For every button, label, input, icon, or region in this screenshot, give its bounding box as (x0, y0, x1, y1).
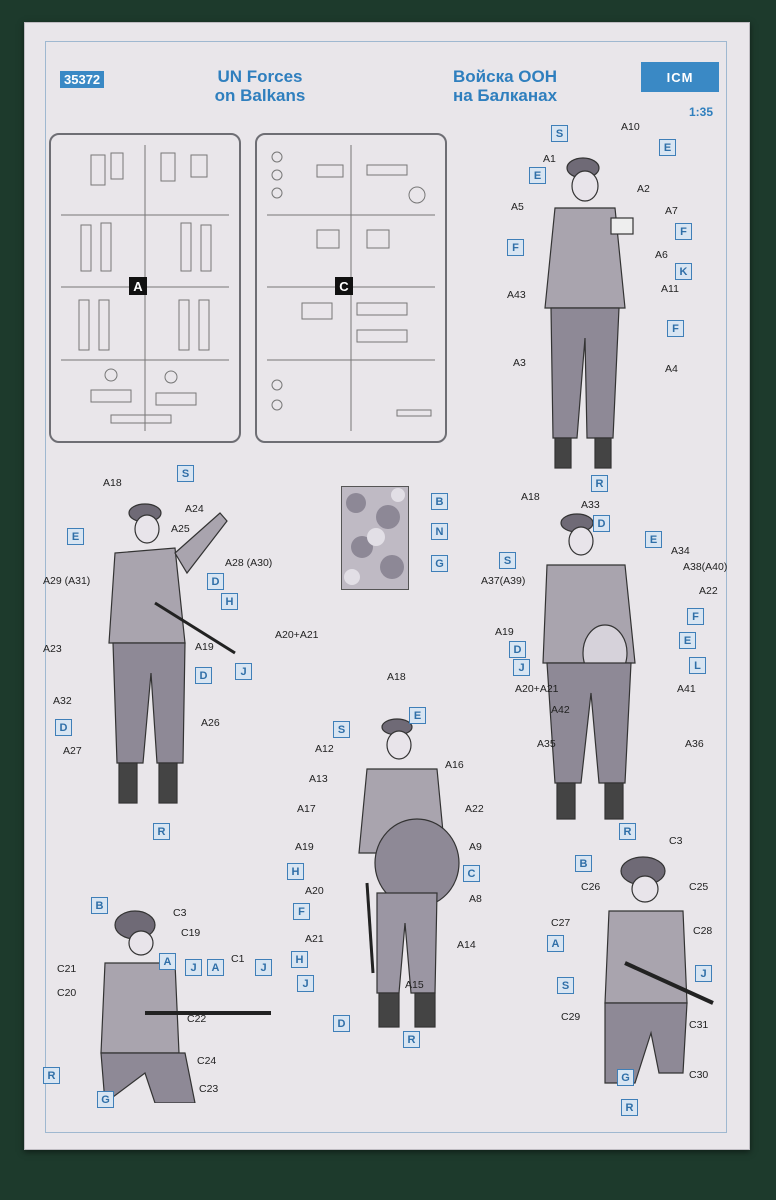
sprue-c (255, 133, 447, 443)
callout: A13 (309, 773, 328, 785)
paint-code-box: J (235, 663, 252, 680)
callout: A12 (315, 743, 334, 755)
kit-code-badge: 35372 (60, 71, 104, 88)
callout: C23 (199, 1083, 219, 1095)
paint-code-box: R (153, 823, 170, 840)
title-russian: Войска ООН на Балканах (452, 67, 558, 105)
callout: A20+A21 (515, 683, 559, 695)
callout: A2 (637, 183, 650, 195)
paint-code-box: R (619, 823, 636, 840)
paint-code-box: D (333, 1015, 350, 1032)
camouflage-pattern (342, 487, 408, 589)
paint-code-box: G (617, 1069, 634, 1086)
callout: C21 (57, 963, 77, 975)
callout: A19 (295, 841, 314, 853)
paint-code-box: A (207, 959, 224, 976)
callout: A18 (521, 491, 540, 503)
callout: A7 (665, 205, 678, 217)
instruction-sheet (24, 22, 750, 1150)
callout: C25 (689, 881, 709, 893)
callout: C22 (187, 1013, 207, 1025)
callout: A22 (699, 585, 718, 597)
paint-code-box: G (97, 1091, 114, 1108)
paint-code-box: S (177, 465, 194, 482)
swatch-color-n: N (431, 523, 448, 540)
figure-kneeling-rifleman (75, 903, 275, 1103)
paint-code-box: D (509, 641, 526, 658)
callout: A28 (A30) (225, 557, 273, 569)
callout: A11 (661, 283, 679, 295)
callout: A22 (465, 803, 484, 815)
paint-code-box: K (675, 263, 692, 280)
paint-code-box: D (55, 719, 72, 736)
paint-code-box: R (43, 1067, 60, 1084)
callout: A35 (537, 738, 556, 750)
callout: C29 (561, 1011, 581, 1023)
paint-code-box: E (529, 167, 546, 184)
callout: A9 (469, 841, 482, 853)
paint-code-box: S (499, 552, 516, 569)
paint-code-box: S (333, 721, 350, 738)
callout: C3 (669, 835, 683, 847)
paint-code-box: S (551, 125, 568, 142)
callout: C3 (173, 907, 187, 919)
paint-code-box: R (621, 1099, 638, 1116)
callout: A18 (103, 477, 122, 489)
paint-code-box: L (689, 657, 706, 674)
paint-code-box: S (557, 977, 574, 994)
paint-code-box: D (195, 667, 212, 684)
callout: C1 (231, 953, 245, 965)
callout: A20 (305, 885, 324, 897)
paint-code-box: F (507, 239, 524, 256)
paint-code-box: D (207, 573, 224, 590)
callout: A10 (621, 121, 640, 133)
callout: A6 (655, 249, 668, 261)
paint-code-box: R (591, 475, 608, 492)
scale-label: 1:35 (689, 105, 714, 119)
paint-code-box: F (687, 608, 704, 625)
paint-code-box: E (67, 528, 84, 545)
callout: A32 (53, 695, 72, 707)
callout: A34 (671, 545, 690, 557)
callout: A4 (665, 363, 678, 375)
title-english: UN Forces on Balkans (214, 67, 306, 105)
paint-code-box: D (593, 515, 610, 532)
paint-code-box: F (667, 320, 684, 337)
callout: A14 (457, 939, 476, 951)
callout: A15 (405, 979, 424, 991)
paint-code-box: J (513, 659, 530, 676)
paint-code-box: A (159, 953, 176, 970)
callout: A21 (305, 933, 324, 945)
paint-code-box: B (91, 897, 108, 914)
callout: A43 (507, 289, 526, 301)
callout: A27 (63, 745, 82, 757)
callout: A8 (469, 893, 482, 905)
callout: A19 (195, 641, 214, 653)
callout: A19 (495, 626, 514, 638)
sprue-c-label: C (335, 277, 353, 295)
paint-code-box: E (409, 707, 426, 724)
paint-code-box: J (185, 959, 202, 976)
paint-code-box: E (679, 632, 696, 649)
sprue-a (49, 133, 241, 443)
figure-soldier-with-bag (525, 503, 675, 833)
paint-code-box: A (547, 935, 564, 952)
swatch-color-g: G (431, 555, 448, 572)
callout: A24 (185, 503, 204, 515)
swatch-color-b: B (431, 493, 448, 510)
paint-code-box: B (575, 855, 592, 872)
callout: A41 (677, 683, 696, 695)
callout: A20+A21 (275, 629, 319, 641)
icm-logo: ICM (641, 62, 719, 92)
paint-code-box: R (403, 1031, 420, 1048)
paint-code-box: H (291, 951, 308, 968)
figure-writing-soldier (515, 138, 655, 478)
paint-code-box: H (221, 593, 238, 610)
callout: A37(A39) (481, 575, 526, 587)
callout: C19 (181, 927, 201, 939)
paint-code-box: E (659, 139, 676, 156)
callout: A25 (171, 523, 190, 535)
figure-waving-soldier (95, 493, 245, 823)
paint-code-box: J (297, 975, 314, 992)
paint-code-box: J (255, 959, 272, 976)
callout: C30 (689, 1069, 709, 1081)
callout: A1 (543, 153, 556, 165)
callout: A3 (513, 357, 526, 369)
callout: A23 (43, 643, 62, 655)
callout: C24 (197, 1055, 217, 1067)
callout: A16 (445, 759, 464, 771)
paint-code-box: F (675, 223, 692, 240)
callout: A33 (581, 499, 600, 511)
callout: C28 (693, 925, 713, 937)
camouflage-swatch (341, 486, 409, 590)
callout: A38(A40) (683, 561, 728, 573)
callout: A42 (551, 704, 570, 716)
sprue-a-label: A (129, 277, 147, 295)
paint-code-box: C (463, 865, 480, 882)
callout: A17 (297, 803, 316, 815)
callout: C20 (57, 987, 77, 999)
callout: A5 (511, 201, 524, 213)
paint-code-box: H (287, 863, 304, 880)
paint-code-box: F (293, 903, 310, 920)
paint-code-box: J (695, 965, 712, 982)
callout: C31 (689, 1019, 709, 1031)
callout: A26 (201, 717, 220, 729)
paint-code-box: E (645, 531, 662, 548)
callout: A36 (685, 738, 704, 750)
callout: A18 (387, 671, 406, 683)
callout: C26 (581, 881, 601, 893)
callout: C27 (551, 917, 571, 929)
callout: A29 (A31) (43, 575, 91, 587)
